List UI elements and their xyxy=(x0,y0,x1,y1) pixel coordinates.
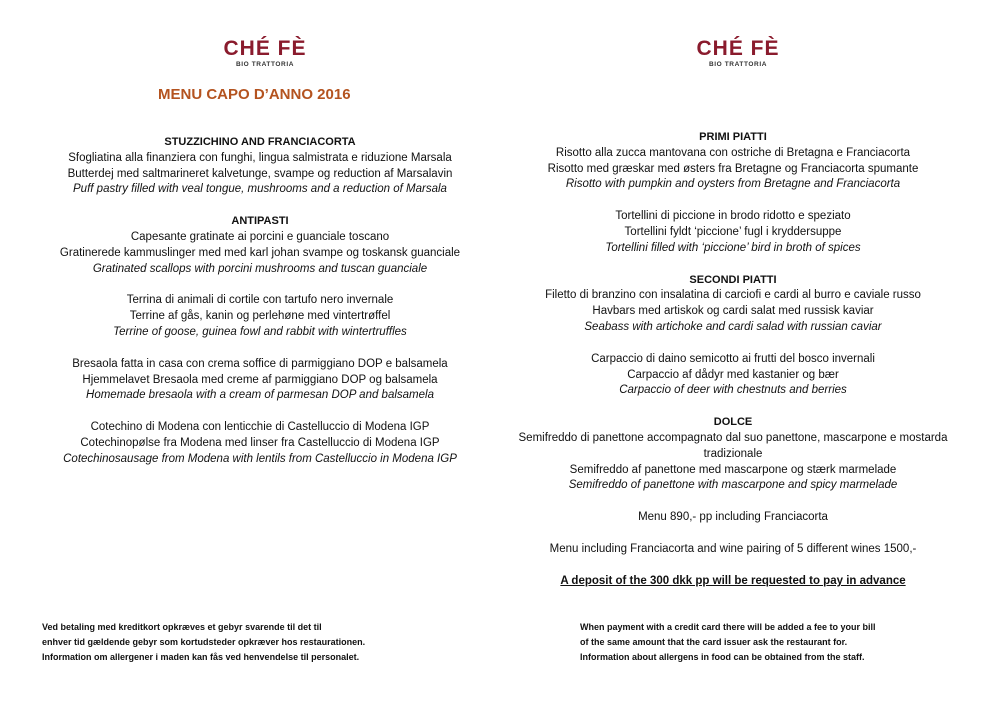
dish-danish: Cotechinopølse fra Modena med linser fra Castelluccio di Modena IGP xyxy=(80,436,440,449)
dish-italian: Cotechino di Modena con lenticchie di Castelluccio di Modena IGP xyxy=(90,421,430,434)
dish xyxy=(35,420,485,467)
dish-italian: Semifreddo di panettone accompagnato dal suo panettone, mascarpone e mostarda tradizionale xyxy=(518,431,948,460)
dish-italian: Sfogliatina alla finanziera con funghi, lingua salmistrata e riduzione Marsala xyxy=(68,151,452,164)
dish xyxy=(508,209,958,256)
footer-line: Information om allergener i maden kan fås ved henvendelse til personalet. xyxy=(42,652,360,662)
dish-english: Risotto with pumpkin and oysters from Bretagne and Franciacorta xyxy=(565,178,901,191)
section-title: SECONDI PIATTI xyxy=(689,273,777,286)
section-title: DOLCE xyxy=(713,416,753,429)
dish-italian: Bresaola fatta in casa con crema soffice di parmiggiano DOP e balsamela xyxy=(72,357,448,370)
dish-english: Gratinated scallops with porcini mushrooms and tuscan guanciale xyxy=(92,262,428,275)
dish-english: Carpaccio of deer with chestnuts and berries xyxy=(619,384,847,397)
section-primi xyxy=(508,130,958,257)
footer-line: of the same amount that the card issuer ask the restaurant for. xyxy=(580,637,848,647)
dish xyxy=(35,230,485,277)
section-title: PRIMI PIATTI xyxy=(699,131,767,143)
section-stuzzichino xyxy=(35,135,485,198)
dish-italian: Carpaccio di daino semicotto ai frutti del bosco invernali xyxy=(591,352,875,365)
dish xyxy=(508,431,958,494)
section-dolce xyxy=(508,415,958,494)
logo-wordmark: CHÉ FÈ xyxy=(696,37,780,60)
dish-english: Homemade bresaola with a cream of parmesan DOP and balsamela xyxy=(86,389,434,402)
menu-column-left xyxy=(35,135,485,484)
dish xyxy=(508,288,958,335)
payment-note-english xyxy=(580,620,876,665)
wine-pairing-line: Menu including Franciacorta and wine pairing of 5 different wines 1500,- xyxy=(549,542,917,555)
footer-line: Information about allergens in food can be obtained from the staff. xyxy=(580,652,865,662)
dish-english: Cotechinosausage from Modena with lentils from Castelluccio in Modena IGP xyxy=(63,452,457,465)
dish-english: Semifreddo of panettone with mascarpone and spicy marmelade xyxy=(568,479,898,492)
dish xyxy=(508,146,958,193)
section-title: STUZZICHINO AND FRANCIACORTA xyxy=(164,136,356,148)
dish-danish: Gratinerede kammuslinger med med karl johan svampe og toskansk guanciale xyxy=(59,246,461,259)
dish-danish: Carpaccio af dådyr med kastanier og bær xyxy=(627,368,839,381)
dish-english: Puff pastry filled with veal tongue, mushrooms and a reduction of Marsala xyxy=(73,183,447,196)
restaurant-logo xyxy=(668,38,808,70)
menu-page-right xyxy=(498,0,968,701)
dish-english: Seabass with artichoke and cardi salad with russian caviar xyxy=(584,320,882,333)
dish xyxy=(35,293,485,340)
price-line: Menu 890,- pp including Franciacorta xyxy=(638,511,828,524)
section-antipasti xyxy=(35,214,485,467)
dish xyxy=(508,352,958,399)
dish xyxy=(35,357,485,404)
dish-danish: Semifreddo af panettone med mascarpone og stærk marmelade xyxy=(569,463,897,476)
dish-italian: Risotto alla zucca mantovana con ostriche di Bretagna e Franciacorta xyxy=(555,146,911,159)
dish-danish: Havbars med artiskok og cardi salat med russisk kaviar xyxy=(592,305,874,318)
dish-italian: Capesante gratinate ai porcini e guanciale toscano xyxy=(130,230,390,243)
footer-line: Ved betaling med kreditkort opkræves et gebyr svarende til det til xyxy=(42,622,322,632)
dish-italian: Terrina di animali di cortile con tartufo nero invernale xyxy=(126,294,394,307)
dish-danish: Hjemmelavet Bresaola med creme af parmiggiano DOP og balsamela xyxy=(82,373,438,386)
dish-english: Tortellini filled with ‘piccione’ bird in broth of spices xyxy=(605,241,861,254)
dish-danish: Risotto med græskar med østers fra Bretagne og Franciacorta spumante xyxy=(547,162,919,175)
restaurant-logo xyxy=(195,38,335,70)
dish xyxy=(35,151,485,198)
menu-column-right xyxy=(508,130,958,590)
dish-danish: Tortellini fyldt ‘piccione’ fugl i kryddersuppe xyxy=(624,225,842,238)
logo-tagline: BIO TRATTORIA xyxy=(708,61,768,68)
logo-tagline: BIO TRATTORIA xyxy=(235,61,295,68)
section-secondi xyxy=(508,273,958,400)
menu-page-left xyxy=(25,0,495,701)
footer-line: enhver tid gældende gebyr som kortudsteder opkræver hos restaurationen. xyxy=(42,637,366,647)
dish-danish: Terrine af gås, kanin og perlehøne med vintertrøffel xyxy=(129,310,391,323)
dish-danish: Butterdej med saltmarineret kalvetunge, svampe og reduction af Marsalavin xyxy=(67,167,453,180)
dish-english: Terrine of goose, guinea fowl and rabbit with wintertruffles xyxy=(113,325,407,338)
deposit-line: A deposit of the 300 dkk pp will be requested to pay in advance xyxy=(560,574,906,587)
dish-italian: Tortellini di piccione in brodo ridotto e speziato xyxy=(615,210,851,223)
section-title: ANTIPASTI xyxy=(231,215,289,228)
dish-italian: Filetto di branzino con insalatina di carciofi e cardi al burro e caviale russo xyxy=(545,289,921,302)
logo-wordmark: CHÉ FÈ xyxy=(223,37,307,60)
payment-note-danish xyxy=(42,620,365,665)
menu-title: MENU CAPO D’ANNO 2016 xyxy=(158,86,351,103)
footer-line: When payment with a credit card there will be added a fee to your bill xyxy=(580,622,876,632)
